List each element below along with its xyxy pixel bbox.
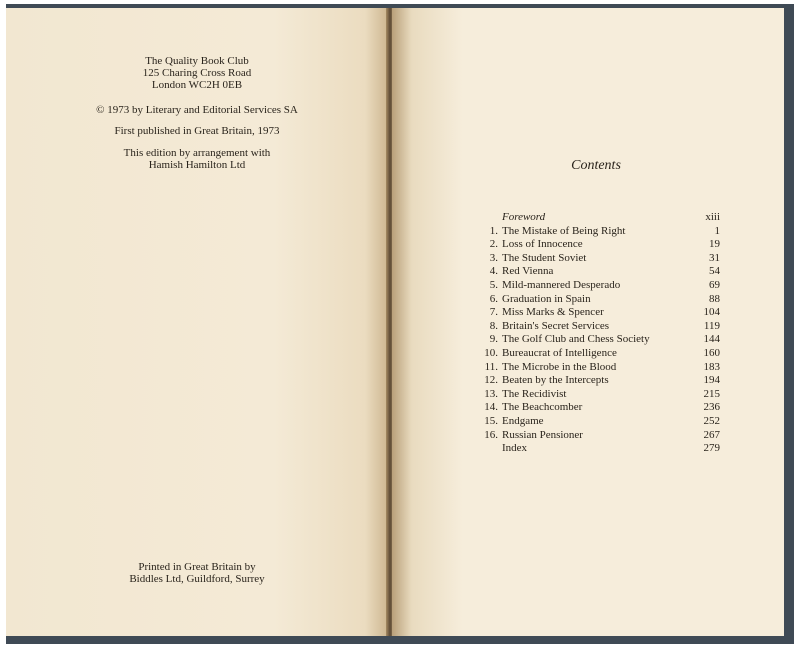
toc-chapter-number: 16.	[484, 428, 498, 441]
toc-page-number: 69	[709, 278, 720, 291]
toc-page-number: 279	[703, 442, 720, 455]
toc-row	[470, 347, 720, 361]
toc-chapter-title: Miss Marks & Spencer	[502, 306, 604, 319]
toc-page-number: 160	[703, 346, 720, 359]
toc-chapter-title: The Recidivist	[502, 387, 567, 400]
toc-chapter-title: Foreword	[502, 211, 546, 223]
toc-row	[470, 429, 720, 443]
toc-row	[470, 306, 720, 320]
toc-page-number: 252	[703, 414, 720, 427]
toc-page-number: 104	[703, 306, 720, 319]
toc-row	[470, 388, 720, 402]
edition-line: Hamish Hamilton Ltd	[148, 159, 246, 171]
publisher-line: The Quality Book Club	[145, 55, 249, 67]
toc-row	[470, 211, 720, 225]
toc-chapter-number: 2.	[489, 238, 498, 251]
toc-chapter-number: 15.	[484, 414, 498, 427]
toc-row	[470, 333, 720, 347]
toc-row	[470, 401, 720, 415]
toc-page-number: 88	[709, 292, 720, 305]
first-published-line: First published in Great Britain, 1973	[114, 125, 280, 137]
printer-line: Printed in Great Britain by	[138, 561, 256, 573]
toc-chapter-title: The Beachcomber	[502, 401, 583, 414]
toc-chapter-title: Graduation in Spain	[502, 292, 591, 305]
toc-chapter-number: 5.	[489, 278, 498, 291]
toc-chapter-number: 14.	[484, 401, 498, 414]
publisher-block	[6, 55, 388, 91]
toc-row	[470, 252, 720, 266]
toc-chapter-title: The Microbe in the Blood	[502, 360, 617, 373]
toc-chapter-number: 8.	[489, 319, 498, 332]
toc-chapter-number: 6.	[489, 292, 498, 305]
publisher-line: 125 Charing Cross Road	[142, 67, 252, 79]
toc-row	[470, 225, 720, 239]
toc-page-number: xiii	[705, 211, 720, 223]
toc-chapter-number: 7.	[489, 306, 498, 319]
toc-chapter-title: Beaten by the Intercepts	[502, 374, 609, 387]
toc-chapter-title: Loss of Innocence	[502, 238, 583, 251]
printer-line: Biddles Ltd, Guildford, Surrey	[129, 573, 265, 585]
publisher-line: London WC2H 0EB	[151, 79, 243, 91]
toc-page-number: 194	[703, 374, 720, 387]
toc-chapter-number: 13.	[484, 387, 498, 400]
toc-chapter-title: The Mistake of Being Right	[502, 224, 626, 237]
toc-page-number: 54	[709, 265, 720, 278]
toc-page-number: 19	[709, 238, 720, 251]
toc-chapter-title: Red Vienna	[502, 265, 554, 278]
toc-chapter-title: Mild-mannered Desperado	[502, 278, 621, 291]
toc-row	[470, 374, 720, 388]
table-of-contents	[470, 211, 720, 456]
toc-chapter-title: Russian Pensioner	[502, 428, 583, 441]
toc-chapter-number: 12.	[484, 374, 498, 387]
toc-row	[470, 320, 720, 334]
contents-heading: Contents	[571, 158, 621, 173]
toc-chapter-number: 3.	[489, 251, 498, 264]
toc-chapter-title: Britain's Secret Services	[502, 319, 610, 332]
edition-block	[6, 147, 388, 171]
toc-row	[470, 415, 720, 429]
toc-chapter-title: The Student Soviet	[502, 251, 587, 264]
printer-block	[6, 561, 388, 585]
toc-row	[470, 442, 720, 456]
toc-chapter-number: 1.	[489, 224, 498, 237]
toc-page-number: 215	[703, 387, 720, 400]
toc-page-number: 1	[714, 224, 720, 237]
toc-page-number: 267	[703, 428, 720, 441]
toc-row	[470, 361, 720, 375]
left-page	[6, 8, 388, 636]
toc-page-number: 236	[703, 401, 720, 414]
toc-chapter-number: 10.	[484, 346, 498, 359]
toc-chapter-title: Endgame	[502, 414, 544, 427]
right-page	[392, 8, 784, 636]
toc-page-number: 144	[703, 333, 720, 346]
toc-chapter-number: 9.	[489, 333, 498, 346]
toc-chapter-title: Bureaucrat of Intelligence	[502, 346, 617, 359]
copyright-line: © 1973 by Literary and Editorial Services SA	[96, 104, 298, 116]
toc-chapter-number: 11.	[484, 360, 498, 373]
toc-chapter-title: The Golf Club and Chess Society	[502, 333, 650, 346]
toc-row	[470, 293, 720, 307]
toc-chapter-number: 4.	[489, 265, 498, 278]
toc-row	[470, 265, 720, 279]
toc-page-number: 119	[703, 319, 720, 332]
toc-row	[470, 279, 720, 293]
toc-page-number: 183	[703, 360, 720, 373]
toc-row	[470, 238, 720, 252]
toc-page-number: 31	[709, 251, 720, 264]
toc-chapter-title: Index	[502, 442, 528, 455]
edition-line: This edition by arrangement with	[123, 147, 271, 159]
